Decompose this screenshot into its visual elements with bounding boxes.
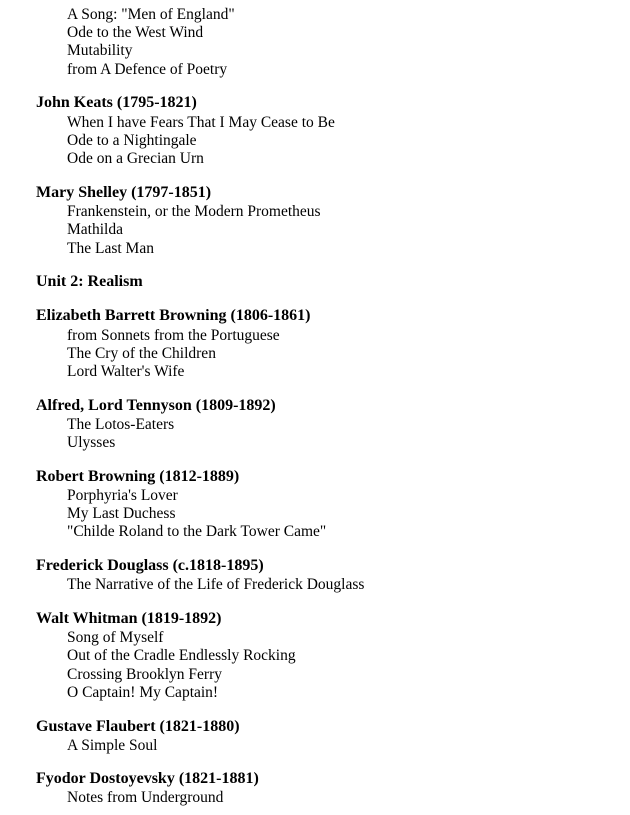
author-heading: Frederick Douglass (c.1818-1895)	[36, 557, 264, 574]
work-title: Out of the Cradle Endlessly Rocking	[67, 647, 296, 664]
author-heading: Robert Browning (1812-1889)	[36, 468, 240, 485]
work-title: Frankenstein, or the Modern Prometheus	[67, 203, 321, 220]
author-heading: Mary Shelley (1797-1851)	[36, 184, 212, 201]
work-title: Notes from Underground	[67, 789, 224, 806]
work-title: The Narrative of the Life of Frederick Douglass	[67, 576, 365, 593]
author-heading: Walt Whitman (1819-1892)	[36, 610, 222, 627]
work-title: O Captain! My Captain!	[67, 684, 219, 701]
work-title: Lord Walter's Wife	[67, 363, 185, 380]
work-title: Mutability	[67, 42, 133, 59]
author-heading: Gustave Flaubert (1821-1880)	[36, 718, 240, 735]
work-title: "Childe Roland to the Dark Tower Came"	[67, 523, 327, 540]
work-title: Ode on a Grecian Urn	[67, 150, 204, 167]
author-heading: Fyodor Dostoyevsky (1821-1881)	[36, 770, 259, 787]
work-title: Porphyria's Lover	[67, 487, 178, 504]
work-title: My Last Duchess	[67, 505, 176, 522]
work-title: Ode to a Nightingale	[67, 132, 197, 149]
work-title: The Last Man	[67, 240, 154, 257]
work-title: Song of Myself	[67, 629, 164, 646]
unit-heading: Unit 2: Realism	[36, 273, 143, 290]
work-title: Crossing Brooklyn Ferry	[67, 666, 222, 683]
work-title: Ode to the West Wind	[67, 24, 204, 41]
work-title: The Cry of the Children	[67, 345, 216, 362]
work-title: from Sonnets from the Portuguese	[67, 327, 280, 344]
work-title: Mathilda	[67, 221, 123, 238]
author-heading: Alfred, Lord Tennyson (1809-1892)	[36, 397, 276, 414]
work-title: A Song: "Men of England"	[67, 6, 235, 23]
author-heading: Elizabeth Barrett Browning (1806-1861)	[36, 307, 311, 324]
work-title: A Simple Soul	[67, 737, 158, 754]
work-title: When I have Fears That I May Cease to Be	[67, 114, 335, 131]
work-title: The Lotos-Eaters	[67, 416, 175, 433]
author-heading: John Keats (1795-1821)	[36, 94, 197, 111]
work-title: Ulysses	[67, 434, 116, 451]
work-title: from A Defence of Poetry	[67, 61, 228, 78]
